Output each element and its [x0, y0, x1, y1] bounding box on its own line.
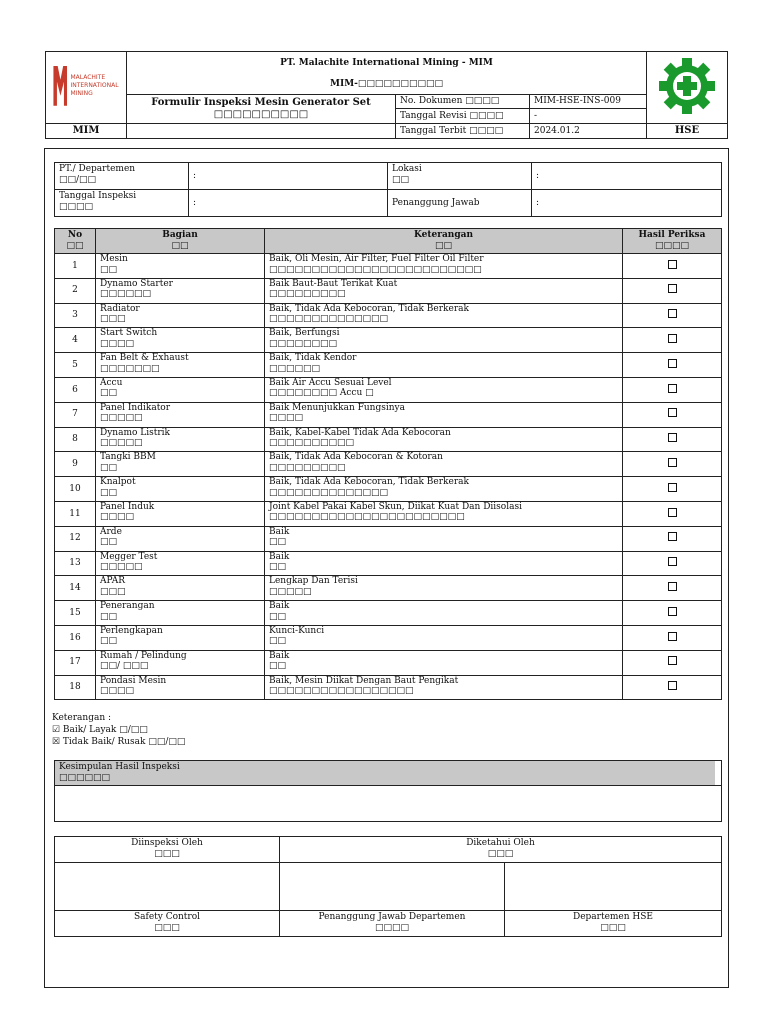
- col-part: [96, 229, 265, 254]
- table-row: [55, 402, 722, 427]
- row-result: [623, 601, 722, 626]
- row-result: [623, 353, 722, 378]
- row-no: 3: [55, 303, 96, 328]
- row-part: [96, 650, 265, 675]
- right-code: HSE: [647, 123, 728, 138]
- location-label: Lokasi: [392, 164, 422, 174]
- row-desc-label: Baik, Mesin Diikat Dengan Baut Pengikat: [269, 675, 459, 686]
- row-result: [623, 675, 722, 700]
- result-checkbox[interactable]: [668, 334, 677, 343]
- row-no: 18: [55, 675, 96, 700]
- result-checkbox[interactable]: [668, 384, 677, 393]
- result-checkbox[interactable]: [668, 433, 677, 442]
- logo-mark-icon: [53, 66, 67, 106]
- row-no: 11: [55, 501, 96, 526]
- date-label: Tanggal Inspeksi: [59, 191, 137, 201]
- acknowledged-by-label: Diketahui Oleh: [466, 838, 535, 848]
- doc-no-value: MIM-HSE-INS-009: [530, 95, 647, 109]
- table-row: [55, 254, 722, 279]
- row-part: [96, 377, 265, 402]
- result-checkbox[interactable]: [668, 607, 677, 616]
- dept-field[interactable]: :: [189, 163, 388, 190]
- row-part-label: Start Switch: [100, 328, 158, 339]
- row-part-sub: □□□: [100, 586, 126, 597]
- row-part-sub: □□□□: [100, 338, 135, 349]
- pic-field[interactable]: :: [532, 190, 722, 217]
- row-part: [96, 303, 265, 328]
- row-no: 17: [55, 650, 96, 675]
- safety-signature-field[interactable]: [55, 863, 280, 911]
- row-no: 12: [55, 526, 96, 551]
- row-desc-sub: □□: [269, 611, 287, 622]
- row-part-label: Dynamo Listrik: [100, 427, 171, 438]
- col-part-label: Bagian: [162, 230, 198, 240]
- row-part-label: Radiator: [100, 303, 140, 314]
- row-part-label: APAR: [100, 576, 126, 587]
- row-result: [623, 402, 722, 427]
- row-no: 15: [55, 601, 96, 626]
- row-desc-sub: □□: [269, 636, 287, 647]
- form-title-text: Formulir Inspeksi Mesin Generator Set: [151, 96, 371, 108]
- inspection-info: [54, 162, 722, 217]
- row-no: 9: [55, 452, 96, 477]
- logo-line-3: MINING: [70, 89, 93, 97]
- row-desc-sub: □□□□□□□□□□□□□□: [269, 487, 389, 498]
- table-row: [55, 477, 722, 502]
- result-checkbox[interactable]: [668, 681, 677, 690]
- row-desc-sub: □□□□□□□□□□□□□□□□□□□□□□□□□: [269, 264, 482, 275]
- row-result: [623, 551, 722, 576]
- row-desc-label: Baik, Tidak Kendor: [269, 353, 357, 364]
- row-part-sub: □□□: [100, 314, 126, 325]
- form-title-sub: □□□□□□□□□□: [213, 108, 309, 120]
- row-part: [96, 576, 265, 601]
- row-part-sub: □□□□: [100, 512, 135, 523]
- row-part-label: Tangki BBM: [100, 452, 156, 463]
- signature-table: [54, 836, 722, 937]
- col-desc: [265, 229, 623, 254]
- result-checkbox[interactable]: [668, 532, 677, 541]
- dept-label: PT./ Departemen: [59, 164, 136, 174]
- result-checkbox[interactable]: [668, 582, 677, 591]
- row-no: 6: [55, 377, 96, 402]
- row-part: [96, 551, 265, 576]
- company-logo: [46, 52, 127, 124]
- col-no-label: No: [67, 230, 83, 240]
- row-no: 10: [55, 477, 96, 502]
- row-part-label: Fan Belt & Exhaust: [100, 353, 189, 364]
- row-part: [96, 254, 265, 279]
- row-part-label: Dynamo Starter: [100, 278, 173, 289]
- row-result: [623, 303, 722, 328]
- row-result: [623, 477, 722, 502]
- table-row: [55, 377, 722, 402]
- row-desc: [265, 477, 623, 502]
- col-result-sub: □□□□: [654, 241, 689, 251]
- doc-no-label: No. Dokumen □□□□: [396, 95, 530, 109]
- row-desc: [265, 377, 623, 402]
- row-part-sub: □□: [100, 462, 118, 473]
- col-no: [55, 229, 96, 254]
- row-no: 7: [55, 402, 96, 427]
- issued-meta: [396, 123, 647, 138]
- safety-control-label: Safety Control: [133, 912, 201, 922]
- row-desc-label: Baik: [269, 601, 290, 612]
- row-part: [96, 452, 265, 477]
- hse-dept-sub: □□□: [600, 923, 626, 933]
- row-result: [623, 254, 722, 279]
- inspected-by-header: [55, 837, 280, 863]
- row-desc-label: Baik, Berfungsi: [269, 328, 340, 339]
- acknowledged-by-header: [280, 837, 722, 863]
- row-desc-sub: □□: [269, 537, 287, 548]
- location-label-cell: [388, 163, 532, 190]
- row-no: 8: [55, 427, 96, 452]
- date-label-cell: [55, 190, 189, 217]
- row-desc-sub: □□□□□□□□□: [269, 289, 346, 300]
- row-desc-sub: □□□□□□: [269, 363, 321, 374]
- result-checkbox[interactable]: [668, 284, 677, 293]
- row-desc: [265, 452, 623, 477]
- row-no: 5: [55, 353, 96, 378]
- row-no: 1: [55, 254, 96, 279]
- issued-value: 2024.01.2: [534, 125, 580, 136]
- row-part: [96, 353, 265, 378]
- row-part-label: Knalpot: [100, 477, 136, 488]
- form-header: [45, 51, 728, 139]
- issued-label: Tanggal Terbit □□□□: [396, 124, 530, 138]
- row-result: [623, 501, 722, 526]
- conclusion-header: [55, 761, 715, 785]
- table-row: [55, 625, 722, 650]
- row-desc: [265, 576, 623, 601]
- row-part-sub: □□□□: [100, 686, 135, 697]
- col-result-label: Hasil Periksa: [638, 230, 706, 240]
- dept-label-cell: [55, 163, 189, 190]
- table-row: [55, 452, 722, 477]
- safety-control-sub: □□□: [154, 923, 180, 933]
- result-checkbox[interactable]: [668, 632, 677, 641]
- row-part-sub: □□: [100, 611, 118, 622]
- row-desc: [265, 526, 623, 551]
- dept-pic-sub: □□□□: [374, 923, 409, 933]
- row-desc-label: Baik Baut-Baut Terikat Kuat: [269, 278, 398, 289]
- row-desc: [265, 328, 623, 353]
- row-part: [96, 675, 265, 700]
- row-no: 2: [55, 278, 96, 303]
- pic-label: Penanggung Jawab: [388, 190, 532, 217]
- col-desc-label: Keterangan: [413, 230, 474, 240]
- row-result: [623, 625, 722, 650]
- table-row: [55, 576, 722, 601]
- safety-gear-logo: [647, 52, 728, 124]
- row-no: 4: [55, 328, 96, 353]
- table-row: [55, 278, 722, 303]
- row-part-sub: □□: [100, 636, 118, 647]
- row-desc-label: Baik: [269, 551, 290, 562]
- col-no-sub: □□: [66, 241, 84, 251]
- row-part-sub: □□: [100, 264, 118, 275]
- row-part: [96, 501, 265, 526]
- row-desc-sub: □□: [269, 661, 287, 672]
- row-desc: [265, 625, 623, 650]
- table-row: [55, 303, 722, 328]
- hse-signature-field[interactable]: [505, 863, 722, 911]
- row-desc-label: Baik Menunjukkan Fungsinya: [269, 402, 405, 413]
- row-desc-label: Baik, Tidak Ada Kebocoran, Tidak Berkerak: [269, 477, 469, 488]
- row-desc: [265, 675, 623, 700]
- hse-dept-label: Departemen HSE: [572, 912, 653, 922]
- date-label-sub: □□□□: [59, 202, 94, 212]
- legend-bad: ☒ Tidak Baik/ Rusak □□/□□: [52, 737, 186, 747]
- row-part-label: Rumah / Pelindung: [100, 650, 187, 661]
- table-row: [55, 427, 722, 452]
- row-desc: [265, 601, 623, 626]
- row-part-label: Accu: [100, 377, 123, 388]
- inspected-by-label: Diinspeksi Oleh: [131, 838, 203, 848]
- rev-date-value: -: [530, 109, 647, 123]
- row-desc-label: Baik, Kabel-Kabel Tidak Ada Kebocoran: [269, 427, 451, 438]
- company-name-sub: MIM-□□□□□□□□□□: [127, 74, 647, 95]
- row-part-label: Pondasi Mesin: [100, 675, 167, 686]
- row-part: [96, 278, 265, 303]
- dept-pic-signature-field[interactable]: [280, 863, 505, 911]
- row-no: 14: [55, 576, 96, 601]
- legend-title: Keterangan :: [52, 713, 112, 723]
- row-part-sub: □□/ □□□: [100, 661, 149, 672]
- logo-line-2: INTERNATIONAL: [70, 81, 119, 89]
- row-desc-sub: □□□□□□□□□□: [269, 438, 355, 449]
- row-part-sub: □□□□□□: [100, 289, 152, 300]
- safety-gear-icon: [658, 57, 716, 115]
- hse-dept-cell: [505, 911, 722, 937]
- dept-label-sub: □□/□□: [59, 175, 97, 185]
- row-desc: [265, 303, 623, 328]
- row-part-label: Perlengkapan: [100, 625, 163, 636]
- item-rows: [55, 254, 722, 700]
- table-row: [55, 675, 722, 700]
- table-row: [55, 328, 722, 353]
- table-row: [55, 501, 722, 526]
- col-part-sub: □□: [171, 241, 189, 251]
- row-desc: [265, 501, 623, 526]
- conclusion-label: Kesimpulan Hasil Inspeksi: [59, 762, 180, 772]
- row-desc: [265, 402, 623, 427]
- conclusion-field[interactable]: [55, 787, 719, 821]
- row-result: [623, 576, 722, 601]
- result-checkbox[interactable]: [668, 408, 677, 417]
- row-part-label: Megger Test: [100, 551, 158, 562]
- conclusion-box: [54, 760, 722, 822]
- row-desc-label: Joint Kabel Pakai Kabel Skun, Diikat Kuat Dan Diisolasi: [269, 501, 522, 512]
- row-part-label: Panel Induk: [100, 501, 155, 512]
- location-label-sub: □□: [392, 175, 410, 185]
- result-checkbox[interactable]: [668, 557, 677, 566]
- row-result: [623, 526, 722, 551]
- table-row: [55, 526, 722, 551]
- row-result: [623, 328, 722, 353]
- row-desc-sub: □□□□□□□□□: [269, 462, 346, 473]
- result-checkbox[interactable]: [668, 656, 677, 665]
- row-desc-sub: □□□□□□□□□□□□□□□□□: [269, 686, 414, 697]
- left-code: MIM: [46, 123, 127, 138]
- row-part: [96, 601, 265, 626]
- row-result: [623, 278, 722, 303]
- dept-pic-cell: [280, 911, 505, 937]
- row-desc: [265, 353, 623, 378]
- row-part-label: Panel Indikator: [100, 402, 171, 413]
- row-part-sub: □□□□□: [100, 438, 143, 449]
- row-part-sub: □□□□□□□: [100, 363, 160, 374]
- result-checkbox[interactable]: [668, 458, 677, 467]
- location-field[interactable]: :: [532, 163, 722, 190]
- row-part-sub: □□□□□: [100, 413, 143, 424]
- row-desc: [265, 427, 623, 452]
- row-part: [96, 477, 265, 502]
- row-desc-label: Baik: [269, 526, 290, 537]
- table-row: [55, 353, 722, 378]
- table-row: [55, 601, 722, 626]
- row-result: [623, 650, 722, 675]
- inspected-by-sub: □□□: [154, 849, 180, 859]
- row-part-sub: □□□□□: [100, 562, 143, 573]
- result-checkbox[interactable]: [668, 483, 677, 492]
- result-checkbox[interactable]: [668, 508, 677, 517]
- row-desc-label: Lengkap Dan Terisi: [269, 576, 358, 587]
- row-part: [96, 328, 265, 353]
- row-no: 16: [55, 625, 96, 650]
- row-part-label: Penerangan: [100, 601, 155, 612]
- row-desc-label: Baik, Tidak Ada Kebocoran & Kotoran: [269, 452, 443, 463]
- row-desc-sub: □□□□□□□□: [269, 338, 338, 349]
- dept-pic-label: Penanggung Jawab Departemen: [318, 912, 466, 922]
- result-checkbox[interactable]: [668, 359, 677, 368]
- row-part: [96, 625, 265, 650]
- col-result: [623, 229, 722, 254]
- row-desc: [265, 650, 623, 675]
- row-result: [623, 427, 722, 452]
- legend: [52, 712, 185, 748]
- legend-good: ☑ Baik/ Layak □/□□: [52, 725, 148, 735]
- row-part: [96, 526, 265, 551]
- form-title: [127, 94, 396, 123]
- acknowledged-by-sub: □□□: [487, 849, 514, 859]
- result-checkbox[interactable]: [668, 260, 677, 269]
- row-part: [96, 427, 265, 452]
- rev-date-label: Tanggal Revisi □□□□: [396, 109, 530, 123]
- row-desc-sub: □□□□: [269, 413, 304, 424]
- company-name: PT. Malachite International Mining - MIM: [127, 52, 647, 74]
- row-desc: [265, 254, 623, 279]
- row-no: 13: [55, 551, 96, 576]
- row-result: [623, 377, 722, 402]
- row-desc-label: Baik, Oli Mesin, Air Filter, Fuel Filter Oil Filter: [269, 254, 484, 264]
- table-row: [55, 551, 722, 576]
- row-desc-label: Baik Air Accu Sesuai Level: [269, 377, 392, 388]
- row-part-label: Mesin: [100, 254, 128, 264]
- row-desc-label: Kunci-Kunci: [269, 625, 325, 636]
- col-desc-sub: □□: [434, 241, 452, 251]
- conclusion-label-sub: □□□□□□: [59, 773, 111, 783]
- row-desc-label: Baik, Tidak Ada Kebocoran, Tidak Berkerak: [269, 303, 469, 314]
- row-part-sub: □□: [100, 537, 118, 548]
- safety-control-cell: [55, 911, 280, 937]
- row-part-label: Arde: [100, 526, 122, 537]
- date-field[interactable]: :: [189, 190, 388, 217]
- document-meta: [396, 94, 647, 123]
- row-desc-sub: □□□□□□□□□□□□□□: [269, 314, 389, 325]
- row-desc-sub: □□□□□□□□ Accu □: [269, 388, 374, 399]
- row-desc-sub: □□□□□: [269, 586, 312, 597]
- row-part-sub: □□: [100, 388, 118, 399]
- result-checkbox[interactable]: [668, 309, 677, 318]
- logo-line-1: MALACHITE: [70, 73, 106, 81]
- inspection-items-table: [54, 228, 722, 700]
- table-row: [55, 650, 722, 675]
- row-desc-sub: □□: [269, 562, 287, 573]
- row-desc-label: Baik: [269, 650, 290, 661]
- row-part-sub: □□: [100, 487, 118, 498]
- row-result: [623, 452, 722, 477]
- row-desc: [265, 551, 623, 576]
- row-desc: [265, 278, 623, 303]
- row-desc-sub: □□□□□□□□□□□□□□□□□□□□□□□: [269, 512, 465, 523]
- row-part: [96, 402, 265, 427]
